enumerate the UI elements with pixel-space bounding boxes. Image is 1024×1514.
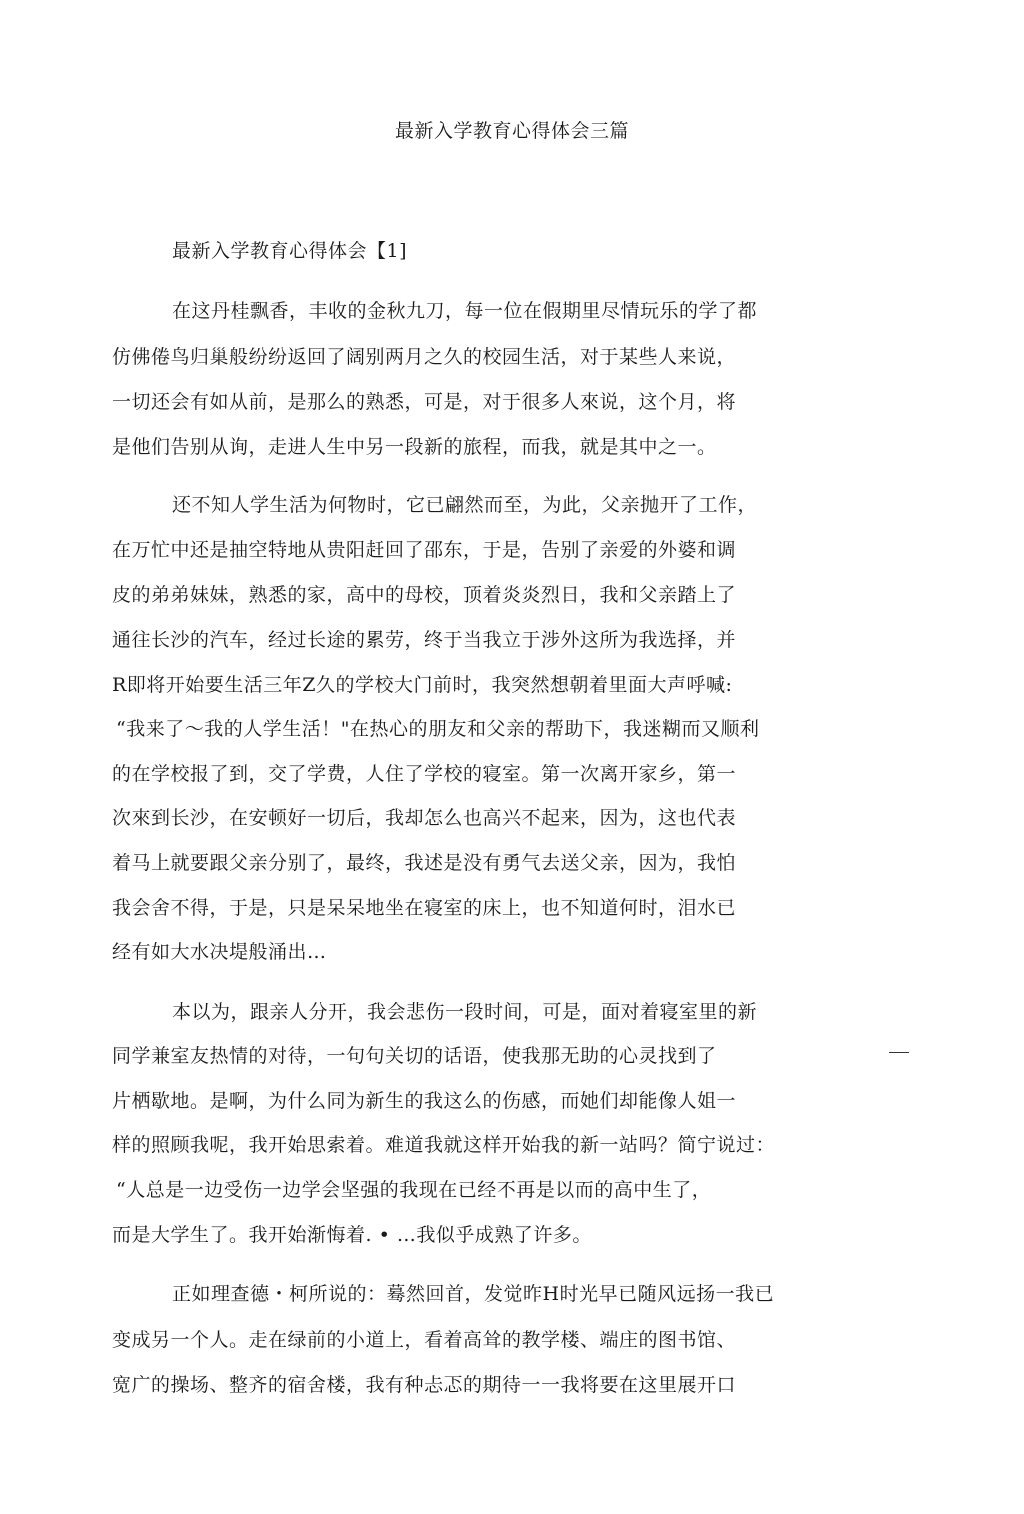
text-line: 变成另一个人。走在绿前的小道上，看着高耸的教学楼、端庄的图书馆、 [112, 1329, 737, 1351]
margin-dash-mark [889, 1052, 909, 1053]
text-line: 在这丹桂飘香，丰收的金秋九刀，每一位在假期里尽情玩乐的学了都 [172, 300, 758, 322]
text-line: R即将开始要生活三年Z久的学校大门前时，我突然想朝着里面大声呼喊: [112, 674, 733, 696]
text-line: 同学兼室友热情的对待，一句句关切的话语，使我那无助的心灵找到了 [112, 1045, 717, 1067]
text-line: “我来了〜我的人学生活！"在热心的朋友和父亲的帮助下，我迷糊而又顺利 [116, 718, 760, 740]
text-line: 而是大学生了。我开始渐悔着. • …我似乎成熟了许多。 [112, 1224, 592, 1246]
text-line: 样的照顾我呢，我开始思索着。难道我就这样开始我的新一站吗？简宁说过： [112, 1134, 776, 1156]
text-line: 着马上就要跟父亲分别了，最终，我述是没有勇气去送父亲，因为，我怕 [112, 852, 737, 874]
text-line: 宽广的操场、整齐的宿舍楼，我有种忐忑的期待一一我将要在这里展开口 [112, 1374, 737, 1396]
text-line: 片栖歇地。是啊，为什么同为新生的我这么的伤感，而她们却能像人姐一 [112, 1090, 737, 1112]
text-line: 在万忙中还是抽空特地从贵阳赶回了邵东，于是，告别了亲爱的外婆和调 [112, 539, 737, 561]
text-line: 经有如大水决堤般涌出… [112, 941, 327, 963]
text-line: “人总是一边受伤一边学会坚强的我现在已经不再是以而的高中生了， [116, 1179, 712, 1201]
text-line: 次來到长沙，在安顿好一切后，我却怎么也高兴不起来，因为，这也代表 [112, 807, 737, 829]
text-line: 还不知人学生活为何物时，它已翩然而至，为此，父亲抛开了工作， [172, 494, 758, 516]
text-line: 仿佛倦鸟归巢般纷纷返回了阔别两月之久的校园生活，对于某些人来说， [112, 346, 737, 368]
text-line: 正如理查德・柯所说的：蓦然回首，发觉昨H时光早已随风远扬一我已 [172, 1283, 775, 1305]
text-line: 本以为，跟亲人分开，我会悲伤一段时间，可是，面对着寝室里的新 [172, 1001, 758, 1023]
text-line: 我会舍不得，于是，只是呆呆地坐在寝室的床上，也不知道何时，泪水已 [112, 897, 737, 919]
text-line: 皮的弟弟妹妹，熟悉的家，高中的母校，顶着炎炎烈日，我和父亲踏上了 [112, 584, 737, 606]
text-line: 一切还会有如从前，是那么的熟悉，可是，对于很多人來说，这个月，将 [112, 391, 737, 413]
document-title: 最新入学教育心得体会三篇 [394, 120, 629, 142]
text-line: 通往长沙的汽车，经过长途的累劳，终于当我立于涉外这所为我选择，并 [112, 629, 737, 651]
text-line: 的在学校报了到，交了学费，人住了学校的寝室。第一次离开家乡，第一 [112, 763, 737, 785]
text-line: 是他们告别从询，走进人生中另一段新的旅程，而我，就是其中之一。 [112, 436, 717, 458]
section-heading: 最新入学教育心得体会【1] [172, 240, 408, 262]
